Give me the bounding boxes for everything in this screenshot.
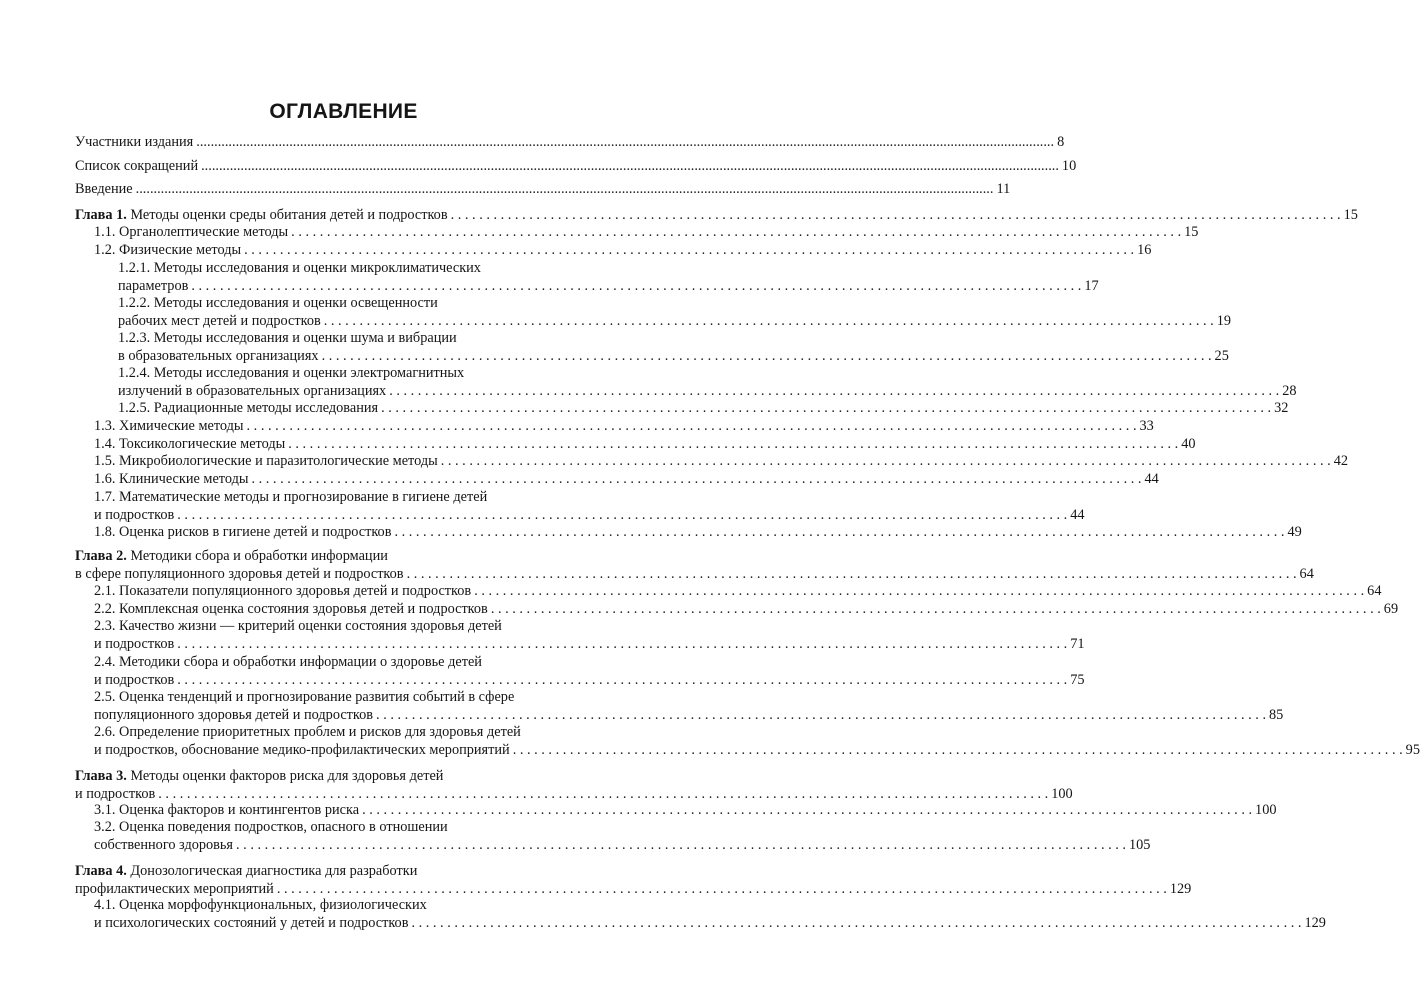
entry-title: 4.1. Оценка морфофункциональных, физиологических <box>94 897 427 913</box>
page-number: 100 <box>1255 802 1277 818</box>
entry-title-cont: и подростков, обоснование медико-профилактических мероприятий <box>94 742 510 758</box>
leader-dots <box>251 470 1141 488</box>
toc-entry-1-2[interactable] <box>94 241 1152 259</box>
entry-title: 1.2.2. Методы исследования и оценки освещенности <box>118 295 438 311</box>
toc-entry-2-1[interactable] <box>94 582 1382 600</box>
entry-title-cont: рабочих мест детей и подростков <box>118 313 321 329</box>
page-title: ОГЛАВЛЕНИЕ <box>269 100 418 123</box>
page-number: 17 <box>1084 278 1099 294</box>
page-number: 32 <box>1274 400 1289 416</box>
entry-title: Список сокращений <box>75 158 199 174</box>
leader-dots <box>291 223 1181 241</box>
entry-title: Введение <box>75 181 133 197</box>
toc-entry-1-7[interactable] <box>94 488 1085 524</box>
leader-dots <box>196 133 1054 151</box>
page-number: 15 <box>1184 224 1199 240</box>
page-number: 44 <box>1144 471 1159 487</box>
chapter-title: Донозологическая диагностика для разработки <box>130 863 418 879</box>
entry-title: 1.4. Токсикологические методы <box>94 436 286 452</box>
page-number: 8 <box>1057 134 1065 150</box>
page-number: 71 <box>1070 636 1085 652</box>
leader-dots <box>381 399 1271 417</box>
entry-title: 1.2.1. Методы исследования и оценки микроклиматических <box>118 260 481 276</box>
leader-dots <box>411 914 1301 932</box>
page-number: 129 <box>1304 915 1326 931</box>
entry-title: 2.5. Оценка тенденций и прогнозирование развития событий в сфере <box>94 689 515 705</box>
toc-entry-1-2-1[interactable] <box>118 259 1099 295</box>
chapter-title-cont: профилактических мероприятий <box>75 881 274 897</box>
entry-title: 1.6. Клинические методы <box>94 471 249 487</box>
toc-entry-1-8[interactable] <box>94 523 1302 541</box>
leader-dots <box>288 435 1178 453</box>
leader-dots <box>441 452 1331 470</box>
chapter-title-cont: и подростков <box>75 786 156 802</box>
page-number: 44 <box>1070 507 1085 523</box>
entry-title-cont: параметров <box>118 278 189 294</box>
leader-dots <box>407 565 1297 583</box>
toc-entry-2-4[interactable] <box>94 653 1085 689</box>
leader-dots <box>136 180 994 198</box>
toc-chapter-4[interactable] <box>75 862 1192 898</box>
chapter-title-cont: в сфере популяционного здоровья детей и подростков <box>75 566 404 582</box>
page-number: 69 <box>1383 601 1399 617</box>
entry-title: 1.1. Органолептические методы <box>94 224 289 240</box>
toc-chapter-1[interactable] <box>75 206 1358 224</box>
leader-dots <box>376 706 1266 724</box>
page-number: 105 <box>1129 837 1151 853</box>
page-number: 49 <box>1287 524 1302 540</box>
toc-entry-1-2-4[interactable] <box>118 364 1297 400</box>
leader-dots <box>201 157 1059 175</box>
entry-title-cont: и подростков <box>94 636 175 652</box>
entry-title: 1.5. Микробиологические и паразитологические методы <box>94 453 438 469</box>
leader-dots <box>177 506 1067 524</box>
entry-title-cont: популяционного здоровья детей и подростков <box>94 707 374 723</box>
entry-title: 2.2. Комплексная оценка состояния здоровья детей и подростков <box>94 601 488 617</box>
leader-dots <box>244 241 1134 259</box>
chapter-title: Методы оценки факторов риска для здоровья детей <box>130 768 444 784</box>
toc-chapter-2[interactable] <box>75 547 1314 583</box>
toc-entry-1-2-5[interactable] <box>118 399 1289 417</box>
page-number: 33 <box>1139 418 1154 434</box>
entry-title: 2.1. Показатели популяционного здоровья детей и подростков <box>94 583 472 599</box>
page-number: 40 <box>1181 436 1196 452</box>
toc-entry-abbreviations[interactable] <box>75 157 1077 175</box>
toc-entry-1-2-3[interactable] <box>118 329 1229 365</box>
leader-dots <box>474 582 1364 600</box>
toc-entry-2-5[interactable] <box>94 688 1284 724</box>
entry-title-cont: и подростков <box>94 507 175 523</box>
entry-title: 1.3. Химические методы <box>94 418 244 434</box>
toc-entry-1-2-2[interactable] <box>118 294 1231 330</box>
entry-title: 1.2.4. Методы исследования и оценки электромагнитных <box>118 365 465 381</box>
page-number: 10 <box>1061 158 1077 174</box>
leader-dots <box>191 277 1081 295</box>
page-number: 25 <box>1214 348 1229 364</box>
entry-title: 2.4. Методики сбора и обработки информации о здоровье детей <box>94 654 482 670</box>
leader-dots <box>491 600 1381 618</box>
toc-entry-2-2[interactable] <box>94 600 1399 618</box>
toc-entry-1-1[interactable] <box>94 223 1199 241</box>
page-number: 100 <box>1051 786 1073 802</box>
page-number: 16 <box>1137 242 1152 258</box>
toc-entry-introduction[interactable] <box>75 180 1011 198</box>
entry-title: Участники издания <box>75 134 194 150</box>
entry-title: 2.3. Качество жизни — критерий оценки состояния здоровья детей <box>94 618 502 634</box>
leader-dots <box>247 417 1137 435</box>
entry-title: 1.2.5. Радиационные методы исследования <box>118 400 379 416</box>
leader-dots <box>177 671 1067 689</box>
leader-dots <box>451 206 1341 224</box>
toc-entry-3-2[interactable] <box>94 818 1151 854</box>
entry-title: 3.2. Оценка поведения подростков, опасного в отношении <box>94 819 448 835</box>
page-number: 11 <box>996 181 1011 197</box>
toc-entry-2-3[interactable] <box>94 617 1085 653</box>
entry-title: 1.7. Математические методы и прогнозирование в гигиене детей <box>94 489 488 505</box>
entry-title-cont: излучений в образовательных организациях <box>118 383 387 399</box>
chapter-title: Методики сбора и обработки информации <box>130 548 388 564</box>
page-number: 64 <box>1367 583 1382 599</box>
leader-dots <box>389 382 1279 400</box>
page-number: 42 <box>1333 453 1348 469</box>
leader-dots <box>513 741 1403 759</box>
toc-entry-3-1[interactable] <box>94 801 1277 819</box>
entry-title: 1.8. Оценка рисков в гигиене детей и подростков <box>94 524 392 540</box>
entry-title-cont: в образовательных организациях <box>118 348 319 364</box>
page-number: 64 <box>1299 566 1314 582</box>
toc-entry-contributors[interactable] <box>75 133 1065 151</box>
toc-entry-4-1[interactable] <box>94 896 1326 932</box>
entry-title: 1.2. Физические методы <box>94 242 242 258</box>
toc-entry-1-4[interactable] <box>94 435 1196 453</box>
page-number: 129 <box>1169 881 1192 897</box>
entry-title: 2.6. Определение приоритетных проблем и рисков для здоровья детей <box>94 724 521 740</box>
toc-entry-1-3[interactable] <box>94 417 1154 435</box>
entry-title: 3.1. Оценка факторов и контингентов риска <box>94 802 360 818</box>
page-number: 19 <box>1216 313 1231 329</box>
leader-dots <box>362 801 1252 819</box>
chapter-label: Глава 2. <box>75 548 127 564</box>
leader-dots <box>394 523 1284 541</box>
leader-dots <box>177 635 1067 653</box>
page-number: 85 <box>1269 707 1284 723</box>
leader-dots <box>322 347 1212 365</box>
page-number: 95 <box>1405 742 1420 758</box>
leader-dots <box>324 312 1214 330</box>
entry-title-cont: собственного здоровья <box>94 837 234 853</box>
chapter-label: Глава 3. <box>75 768 127 784</box>
chapter-title: Методы оценки среды обитания детей и подростков <box>130 207 448 223</box>
entry-title-cont: и психологических состояний у детей и подростков <box>94 915 409 931</box>
chapter-label: Глава 1. <box>75 207 127 223</box>
page-number: 75 <box>1070 672 1085 688</box>
entry-title-cont: и подростков <box>94 672 175 688</box>
toc-entry-1-6[interactable] <box>94 470 1159 488</box>
toc-chapter-3[interactable] <box>75 767 1073 803</box>
toc-entry-1-5[interactable] <box>94 452 1348 470</box>
page-number: 28 <box>1282 383 1297 399</box>
page-number: 15 <box>1343 207 1358 223</box>
entry-title: 1.2.3. Методы исследования и оценки шума и вибрации <box>118 330 457 346</box>
toc-entry-2-6[interactable] <box>94 723 1420 759</box>
chapter-label: Глава 4. <box>75 863 127 879</box>
leader-dots <box>236 836 1126 854</box>
